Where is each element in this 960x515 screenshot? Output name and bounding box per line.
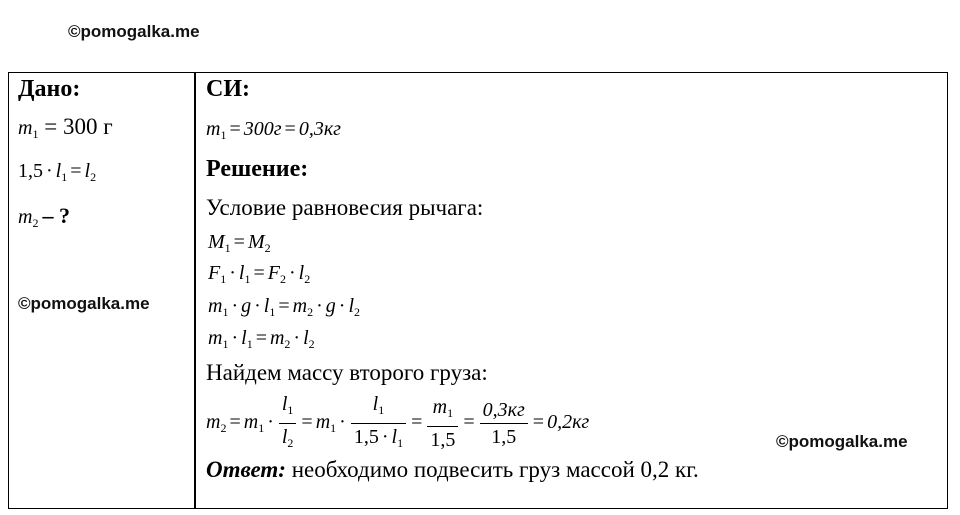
condition-text: Условие равновесия рычага:	[206, 195, 484, 220]
watermark-top: ©pomogalka.me	[68, 22, 200, 41]
si-conv-a: 300г	[243, 118, 282, 140]
eq-moments: $M_1 = M_2$	[208, 231, 271, 255]
answer-label: Ответ:	[206, 457, 286, 482]
solution-title: Решение:	[206, 156, 309, 182]
eq-masses: $m_1 \cdot l_1 = m_2 \cdot l_2$	[208, 327, 315, 351]
si-conversion: $m_1 = 300г = 0,3кг$	[206, 118, 341, 142]
answer-line	[206, 457, 699, 483]
si-title: СИ:	[206, 76, 250, 102]
watermark-right: ©pomogalka.me	[776, 432, 908, 451]
find-text: Найдем массу второго груза:	[206, 360, 488, 385]
calc-result: 0,2кг	[547, 411, 590, 434]
given-ratio-coef: 1,5	[18, 160, 43, 182]
given-unknown: $m_2$ – ?	[18, 203, 70, 230]
eq-forces: $F_1 \cdot l_1 = F_2 \cdot l_2$	[208, 262, 311, 286]
frac-values: $\frac{0,3кг}{1,5}$	[480, 397, 528, 450]
si-conv-b: 0,3кг	[298, 118, 341, 140]
frac-l1-coef: $\frac{l_1}{1,5 \cdot l_1}$	[351, 391, 406, 456]
column-divider	[194, 72, 196, 509]
frac-l1-l2: $\frac{l_1}{l_2}$	[279, 391, 297, 456]
given-m1: $m_1 = 300$ г	[18, 114, 113, 141]
watermark-left: ©pomogalka.me	[18, 294, 150, 313]
frac-m1-coef: $\frac{m_1}{1,5}$	[427, 394, 458, 453]
answer-text: необходимо подвесить груз массой 0,2 кг.	[291, 457, 699, 482]
given-title: Дано:	[18, 76, 81, 102]
given-unknown-suffix: – ?	[42, 203, 70, 228]
eq-calculation: $m_2 = m_1$ · $\frac{l_1}{l_2}$ = $m_1$ · $\frac{l_1}{1,5 \cdot l_1}$ = $\frac{m_1}{1,5}$ = $\frac{0,3кг}{1,5}$ = 0,2кг	[206, 391, 589, 456]
given-m1-value: 300 г	[62, 114, 113, 139]
given-length-ratio: $1,5 \cdot l_1 = l_2$	[18, 160, 97, 184]
eq-weights: $m_1 \cdot g \cdot l_1 = m_2 \cdot g \cdot l_2$	[208, 295, 360, 319]
